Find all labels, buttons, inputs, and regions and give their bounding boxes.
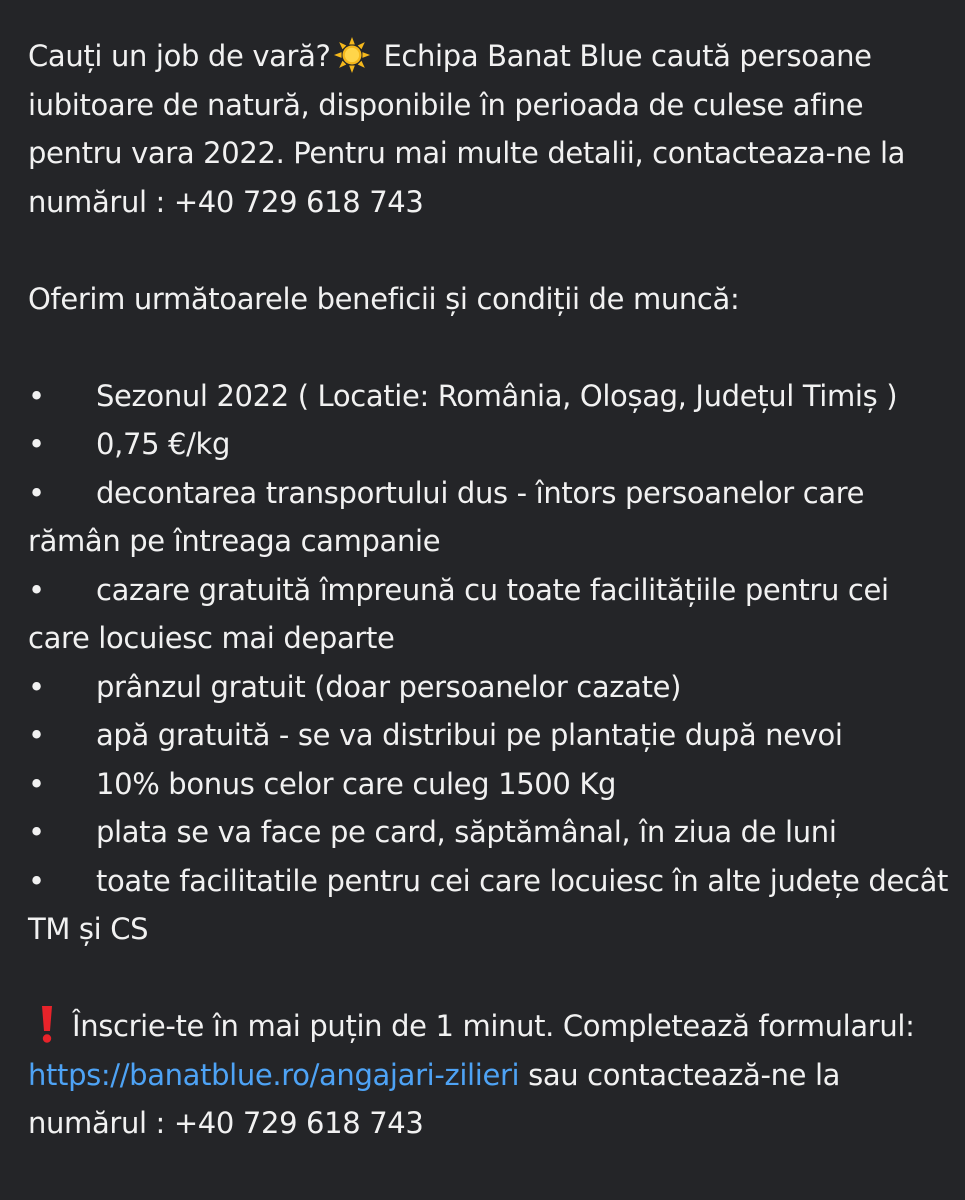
- list-item: [28, 711, 948, 760]
- bullet-dot: •: [28, 815, 45, 849]
- spacer: [28, 323, 948, 372]
- list-item: [28, 857, 948, 954]
- bullet-dot: •: [28, 427, 45, 461]
- intro-text-start: Cauți un job de vară?: [28, 39, 331, 73]
- list-item-text: 10% bonus celor care culeg 1500 Kg: [96, 766, 617, 801]
- signup-text-end: sau contactează-ne la numărul : +40 729 618 743: [28, 1057, 841, 1140]
- list-item-text: decontarea transportului dus - întors persoanelor care rămân pe întreaga campanie: [28, 475, 865, 558]
- signup-paragraph: [28, 1002, 948, 1148]
- list-item-text: apă gratuită - se va distribui pe plantație după nevoi: [96, 718, 843, 752]
- bullet-dot: •: [28, 863, 45, 898]
- list-item-text: plata se va face pe card, săptămânal, în ziua de luni: [96, 815, 837, 849]
- intro-paragraph: [28, 32, 948, 226]
- bullet-dot: •: [28, 475, 45, 510]
- list-item-text: toate facilitatile pentru cei care locuiesc în alte județe decât TM și CS: [28, 863, 949, 946]
- list-item: [28, 420, 948, 469]
- list-item: [28, 469, 948, 566]
- bullet-dot: •: [28, 378, 45, 413]
- signup-text-start: Înscrie-te în mai puțin de 1 minut. Completează formularul:: [72, 1009, 915, 1043]
- list-item: [28, 760, 948, 809]
- benefits-list: [28, 372, 948, 954]
- list-item-text: prânzul gratuit (doar persoanelor cazate): [96, 669, 682, 704]
- list-item-text: Sezonul 2022 ( Locatie: România, Oloșag, Județul Timiș ): [96, 378, 898, 413]
- sun-icon: [333, 36, 371, 74]
- bullet-dot: •: [28, 766, 45, 801]
- list-item: [28, 566, 948, 663]
- intro-text-rest: Echipa Banat Blue caută persoane iubitoare de natură, disponibile în perioada de culese afine pentru vara 2022. Pentru mai multe detalii, contacteaza-ne la numărul : +40 729 618 743: [28, 39, 906, 219]
- offer-heading: Oferim următoarele beneficii și condiții de muncă:: [28, 281, 740, 316]
- list-item: [28, 663, 948, 712]
- spacer: [28, 954, 948, 1003]
- list-item: [28, 372, 948, 421]
- signup-form-link[interactable]: https://banatblue.ro/angajari-zilieri: [28, 1057, 520, 1092]
- spacer: [28, 226, 948, 275]
- list-item-text: cazare gratuită împreună cu toate facilitățiile pentru cei care locuiesc mai departe: [28, 572, 889, 655]
- exclamation-icon: [36, 1004, 58, 1044]
- bullet-dot: •: [28, 572, 45, 607]
- list-item: [28, 808, 948, 857]
- bullet-dot: •: [28, 718, 45, 752]
- list-item-text: 0,75 €/kg: [96, 427, 231, 461]
- message-post: [28, 32, 948, 1148]
- bullet-dot: •: [28, 669, 45, 704]
